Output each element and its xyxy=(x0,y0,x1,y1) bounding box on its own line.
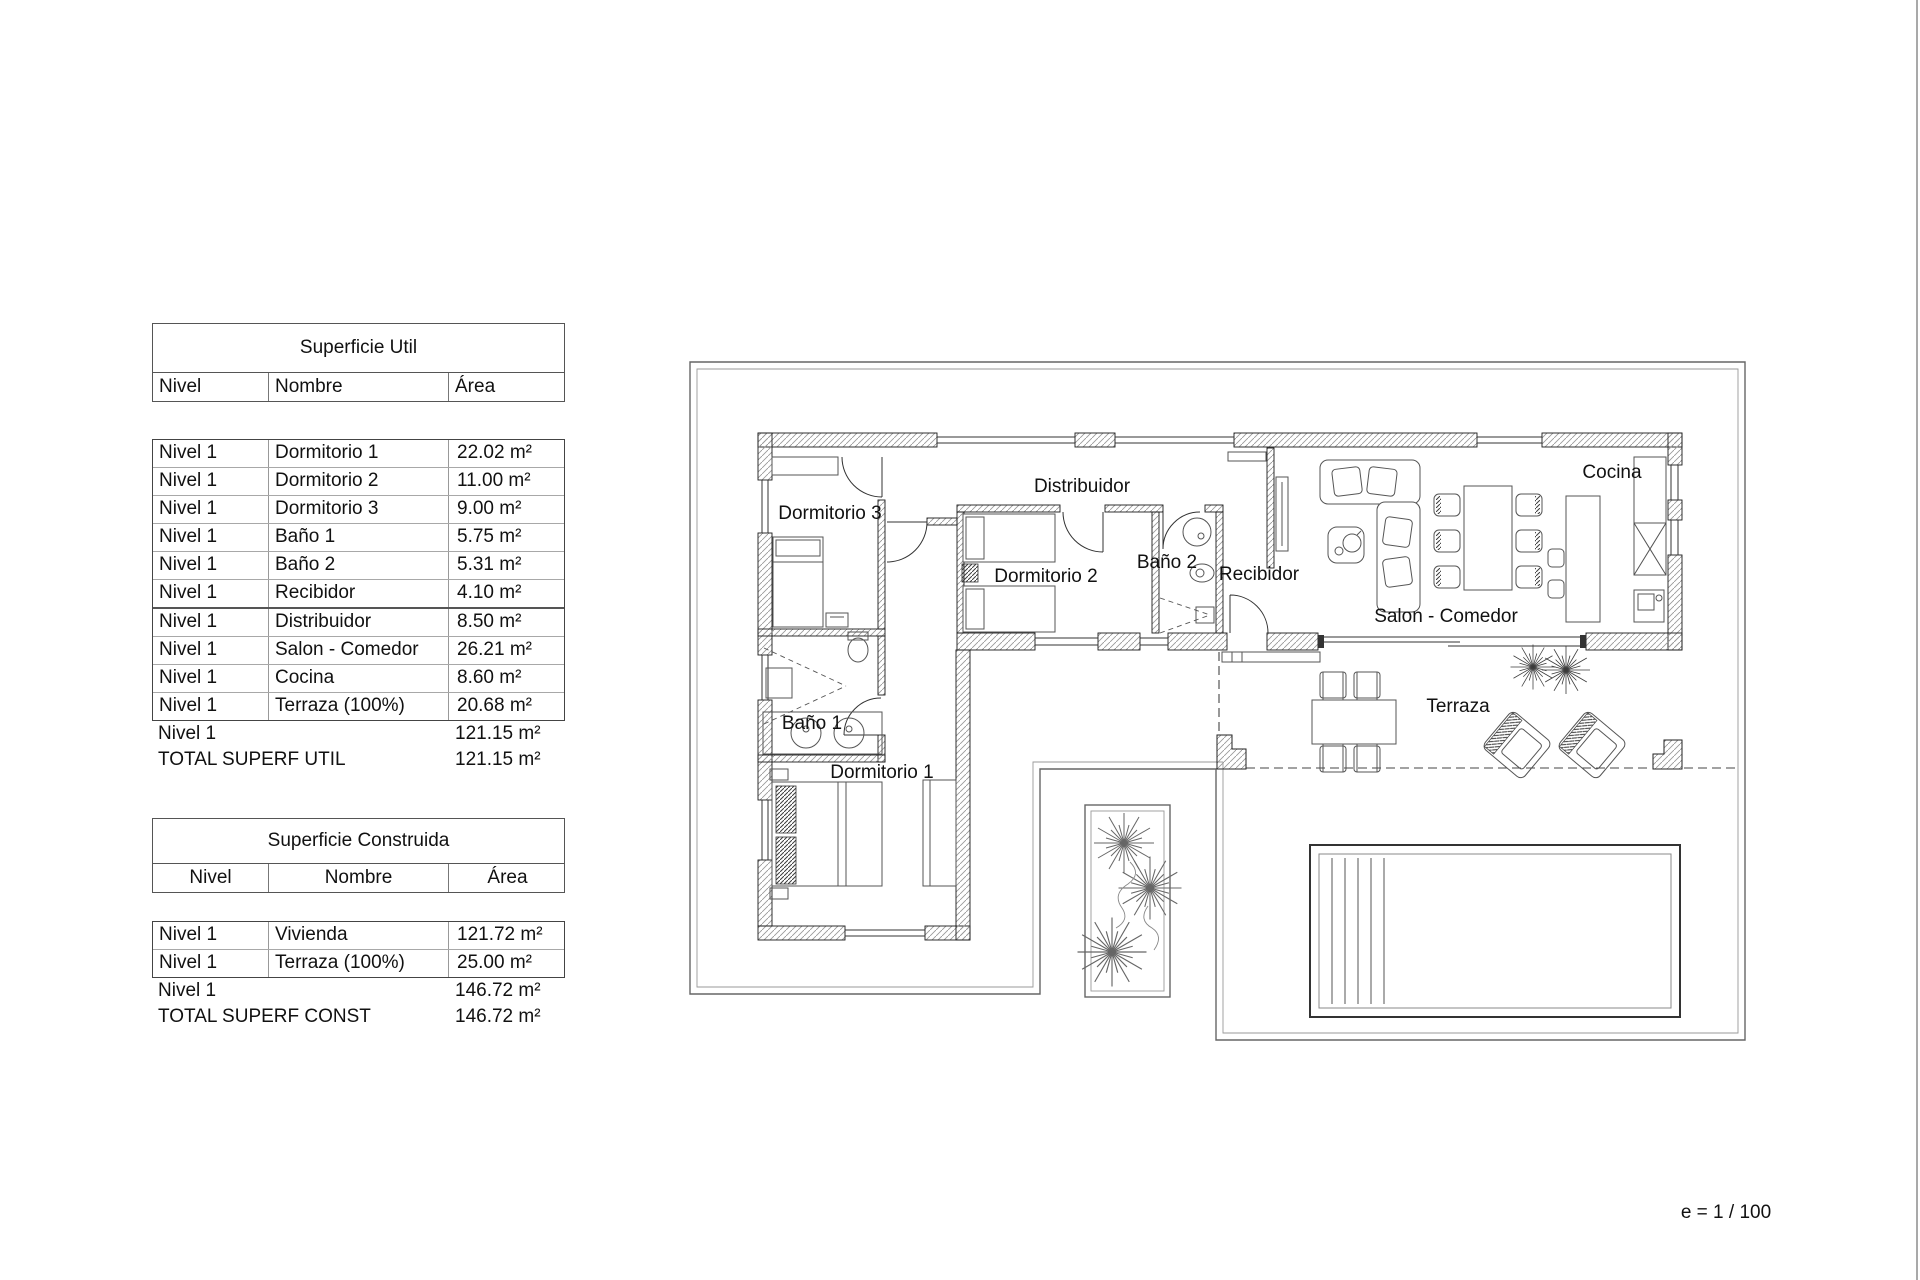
table-row: Nivel 1 Baño 1 5.75 m² xyxy=(153,523,564,551)
col-nombre: Nombre xyxy=(268,864,448,892)
room-label-salon-comedor: Salon - Comedor xyxy=(1374,606,1518,627)
table-total-row: TOTAL SUPERF CONST 146.72 m² xyxy=(158,1006,541,1027)
room-labels xyxy=(778,462,1771,1223)
table-row: Nivel 1 Dormitorio 1 22.02 m² xyxy=(153,440,564,467)
pool xyxy=(1310,845,1680,1017)
table-total-row: TOTAL SUPERF UTIL 121.15 m² xyxy=(158,749,541,770)
table-row: Nivel 1 Baño 2 5.31 m² xyxy=(153,551,564,579)
table-row: Nivel 1 Terraza (100%) 20.68 m² xyxy=(153,692,564,720)
col-area: Área xyxy=(448,373,566,401)
table-superficie-util xyxy=(152,323,565,773)
salon-furniture xyxy=(1320,460,1420,612)
table-superficie-construida xyxy=(152,818,565,1030)
col-area: Área xyxy=(448,864,566,892)
room-label-bano1: Baño 1 xyxy=(781,713,843,734)
room-label-dormitorio3: Dormitorio 3 xyxy=(778,503,882,524)
table-row: Nivel 1 Dormitorio 3 9.00 m² xyxy=(153,495,564,523)
col-nivel: Nivel xyxy=(159,376,202,397)
table-title: Superficie Util xyxy=(152,323,565,373)
lounger xyxy=(1557,710,1628,780)
table-subtotal-row: Nivel 1 146.72 m² xyxy=(158,980,541,1001)
table-title: Superficie Construida xyxy=(152,818,565,864)
bano1-fixtures xyxy=(763,632,882,754)
table-row: Nivel 1 Dormitorio 2 11.00 m² xyxy=(153,467,564,495)
room-label-bano2: Baño 2 xyxy=(1136,552,1198,573)
room-label-terraza: Terraza xyxy=(1426,696,1490,717)
table-header xyxy=(152,864,565,893)
room-label-recibidor: Recibidor xyxy=(1218,564,1300,585)
room-label-dormitorio1: Dormitorio 1 xyxy=(830,762,934,783)
table-row: Nivel 1 Vivienda 121.72 m² xyxy=(153,922,564,949)
floor-plan xyxy=(680,350,1920,1230)
garden-planter xyxy=(1078,805,1182,997)
col-nivel: Nivel xyxy=(189,867,232,888)
table-row: Nivel 1 Recibidor 4.10 m² xyxy=(153,579,564,607)
lounger xyxy=(1482,710,1553,780)
room-label-dormitorio2: Dormitorio 2 xyxy=(994,566,1098,587)
dormitorio1-furniture xyxy=(770,769,956,899)
table-row: Nivel 1 Cocina 8.60 m² xyxy=(153,664,564,692)
table-header xyxy=(152,373,565,402)
table-row: Nivel 1 Terraza (100%) 25.00 m² xyxy=(153,949,564,977)
page-edge-line xyxy=(1916,0,1918,1280)
table-subtotal-row: Nivel 1 121.15 m² xyxy=(158,723,541,744)
table-row: Nivel 1 Distribuidor 8.50 m² xyxy=(153,607,564,636)
room-label-distribuidor: Distribuidor xyxy=(1033,476,1131,497)
table-body xyxy=(152,921,565,978)
room-label-cocina: Cocina xyxy=(1582,462,1642,483)
table-row: Nivel 1 Salon - Comedor 26.21 m² xyxy=(153,636,564,664)
table-body xyxy=(152,439,565,721)
dining-furniture xyxy=(1434,486,1542,590)
scale-note: e = 1 / 100 xyxy=(1680,1202,1772,1223)
bano2-fixtures xyxy=(1160,518,1214,633)
col-nombre: Nombre xyxy=(268,373,448,401)
dormitorio3-furniture xyxy=(772,457,848,627)
